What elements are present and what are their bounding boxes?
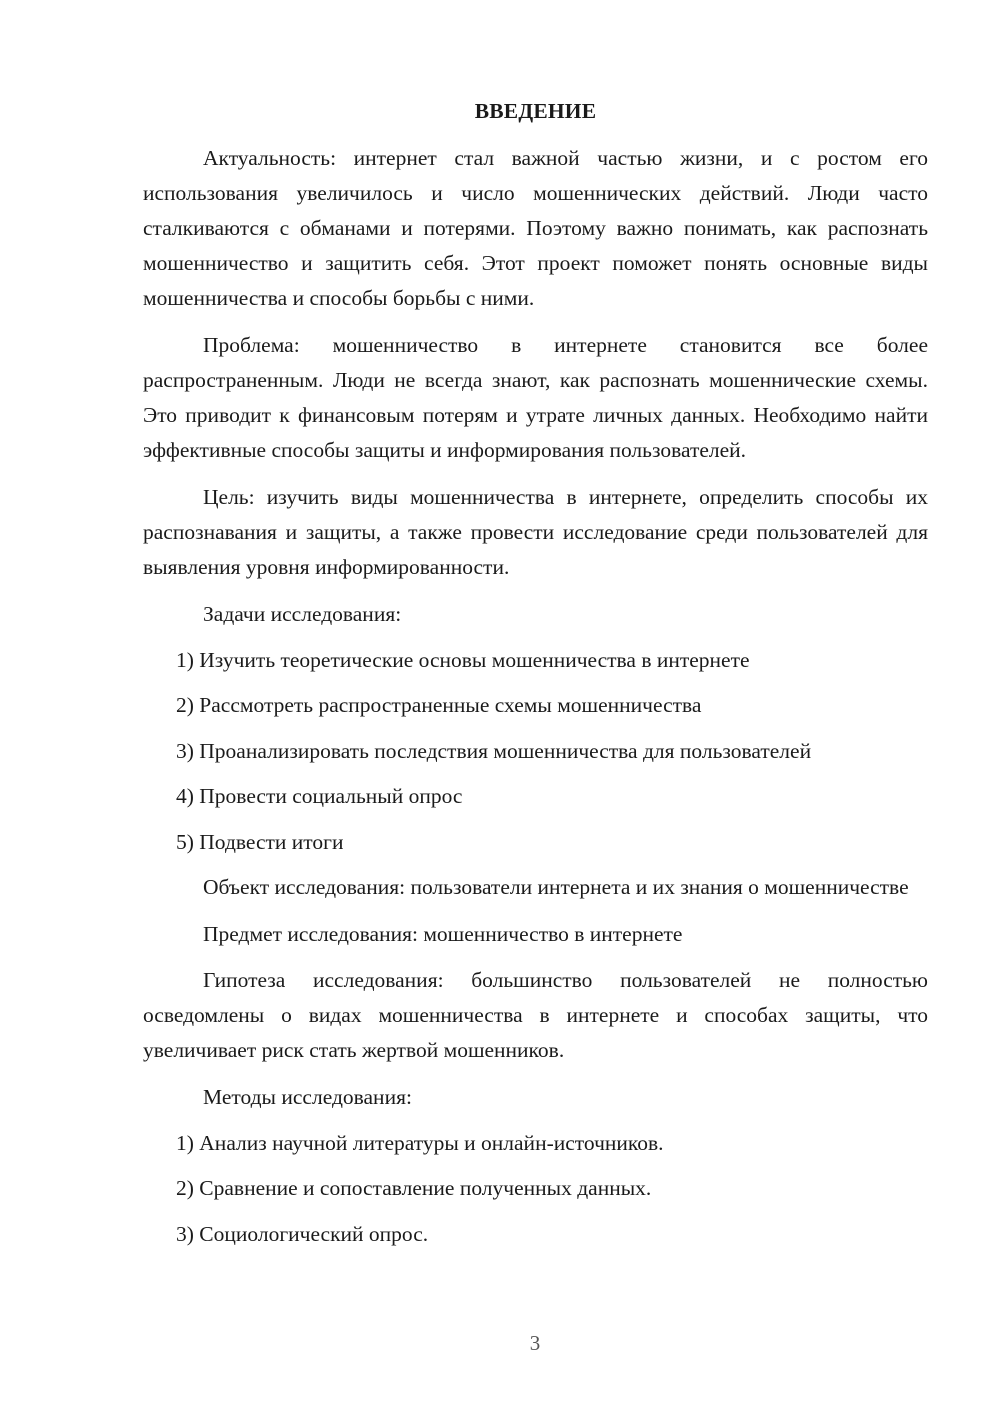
document-page <box>143 96 928 1262</box>
page-number: 3 <box>529 1331 541 1355</box>
tasks-heading: Задачи исследования: <box>203 602 402 626</box>
goal-paragraph: Цель: изучить виды мошенничества в интернете, определить способы их распознавания и защиты, а также провести исследование среди пользователей для выявления уровня информированности. <box>143 485 928 579</box>
tasks-list <box>143 643 928 860</box>
task-item: 3) Проанализировать последствия мошенничества для пользователей <box>176 738 812 763</box>
methods-list <box>143 1126 928 1252</box>
task-item: 1) Изучить теоретические основы мошенничества в интернете <box>176 648 750 672</box>
hypothesis-paragraph: Гипотеза исследования: большинство пользователей не полностью осведомлены о видах мошенничества в интернете и способах защиты, что увеличивает риск стать жертвой мошенников. <box>143 967 928 1062</box>
method-item: 3) Социологический опрос. <box>176 1221 429 1246</box>
task-item: 5) Подвести итоги <box>176 829 344 854</box>
methods-heading: Методы исследования: <box>203 1084 412 1109</box>
relevance-paragraph: Актуальность: интернет стал важной частью жизни, и с ростом его использования увеличилось и число мошеннических действий. Люди часто сталкиваются с обманами и потерями. Поэтому важно понимать, как распознать мошенничество и защитить себя. Этот проект поможет понять основные виды мошенничества и способы борьбы с ними. <box>143 146 928 310</box>
problem-paragraph: Проблема: мошенничество в интернете становится все более распространенным. Люди не всегда знают, как распознать мошеннические схемы. Это приводит к финансовым потерям и утрате личных данных. Необходимо найти эффективные способы защиты и информирования пользователей. <box>143 333 928 462</box>
method-item: 2) Сравнение и сопоставление полученных данных. <box>176 1176 652 1201</box>
task-item: 2) Рассмотреть распространенные схемы мошенничества <box>176 693 702 718</box>
task-item: 4) Провести социальный опрос <box>176 784 463 809</box>
subject-paragraph: Предмет исследования: мошенничество в интернете <box>203 921 683 946</box>
object-paragraph: Объект исследования: пользователи интернета и их знания о мошенничестве <box>203 874 909 899</box>
method-item: 1) Анализ научной литературы и онлайн-источников. <box>176 1130 664 1155</box>
section-title: ВВЕДЕНИЕ <box>474 99 597 123</box>
